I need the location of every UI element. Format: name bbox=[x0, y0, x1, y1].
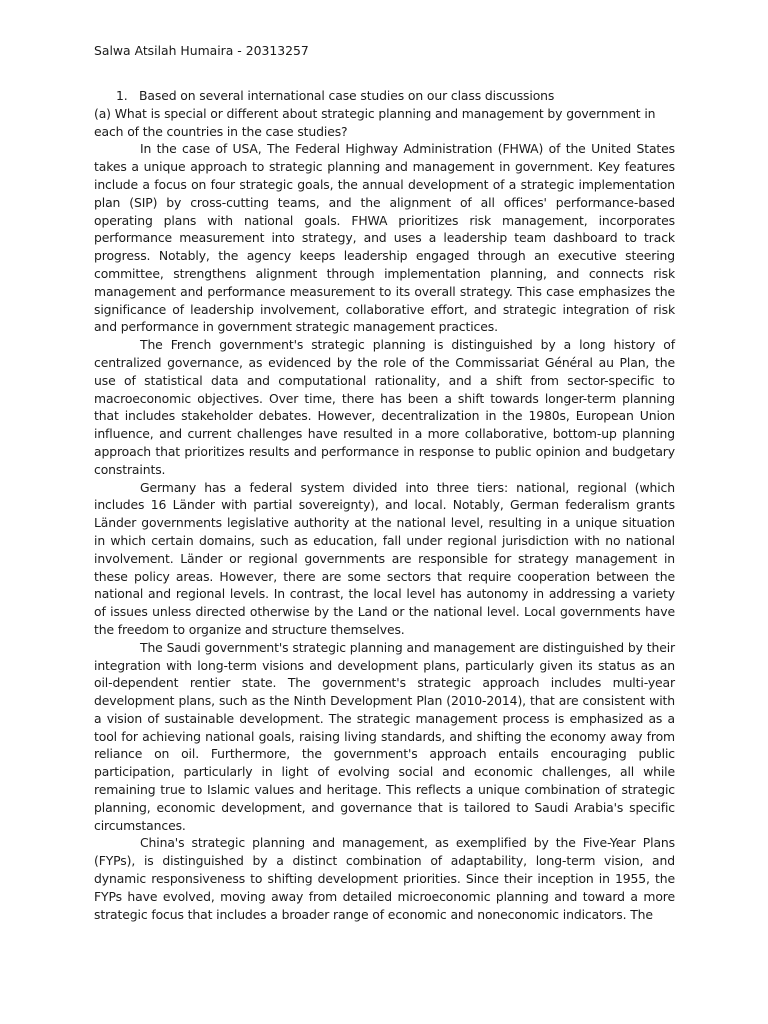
question-sub: (a) What is special or different about strategic planning and management by government in each of the countries in the case studies? bbox=[94, 105, 656, 139]
author-line: Salwa Atsilah Humaira - 20313257 bbox=[94, 43, 309, 58]
question-heading bbox=[94, 87, 675, 105]
paragraph-france: The French government's strategic planning is distinguished by a long history of centralized governance, as evidenced by the role of the Commissariat Général au Plan, the use of statistical data and computational rationality, and a shift from sector-specific to macroeconomic objectives. Over time, there has been a shift towards longer-term planning that includes stakeholder debates. However, decentralization in the 1980s, European Union influence, and current challenges have resulted in a more collaborative, bottom-up planning approach that prioritizes results and performance in response to public opinion and budgetary constraints. bbox=[94, 337, 675, 477]
paragraph-usa: In the case of USA, The Federal Highway Administration (FHWA) of the United States takes a unique approach to strategic planning and management in government. Key features include a focus on four strategic goals, the annual development of a strategic implementation plan (SIP) by cross-cutting teams, and the alignment of all offices' performance-based operating plans with national goals. FHWA prioritizes risk management, incorporates performance measurement into strategy, and uses a leadership team dashboard to track progress. Notably, the agency keeps leadership engaged through an executive steering committee, strengthens alignment through implementation planning, and connects risk management and performance measurement to its overall strategy. This case emphasizes the significance of leadership involvement, collaborative effort, and strategic integration of risk and performance in government strategic management practices. bbox=[94, 141, 675, 335]
paragraph-china: China's strategic planning and management, as exemplified by the Five-Year Plans (FYPs), is distinguished by a distinct combination of adaptability, long-term vision, and dynamic responsiveness to shifting development priorities. Since their inception in 1955, the FYPs have evolved, moving away from detailed microeconomic planning and toward a more strategic focus that includes a broader range of economic and noneconomic indicators. The bbox=[94, 835, 675, 922]
document-body bbox=[94, 87, 675, 923]
question-number: 1. bbox=[116, 88, 128, 103]
paragraph-saudi: The Saudi government's strategic planning and management are distinguished by their integration with long-term visions and development plans, particularly given its status as an oil-dependent rentier state. The government's strategic approach includes multi-year development plans, such as the Ninth Development Plan (2010-2014), that are consistent with a vision of sustainable development. The strategic management process is emphasized as a tool for achieving national goals, raising living standards, and shifting the economy away from reliance on oil. Furthermore, the government's approach entails encouraging public participation, particularly in light of evolving social and economic challenges, all while remaining true to Islamic values and heritage. This reflects a unique combination of strategic planning, economic development, and governance that is tailored to Saudi Arabia's specific circumstances. bbox=[94, 639, 675, 833]
question-title: Based on several international case studies on our class discussions bbox=[139, 88, 555, 103]
paragraph-germany: Germany has a federal system divided into three tiers: national, regional (which includes 16 Länder with partial sovereignty), and local. Notably, German federalism grants Länder governments legislative authority at the national level, resulting in a unique situation in which certain domains, such as education, fall under regional jurisdiction with no national involvement. Länder or regional governments are responsible for strategy management in these policy areas. However, there are some sectors that require cooperation between the national and regional levels. In contrast, the local level has autonomy in addressing a variety of issues unless directed otherwise by the Land or the national level. Local governments have the freedom to organize and structure themselves. bbox=[94, 479, 675, 637]
